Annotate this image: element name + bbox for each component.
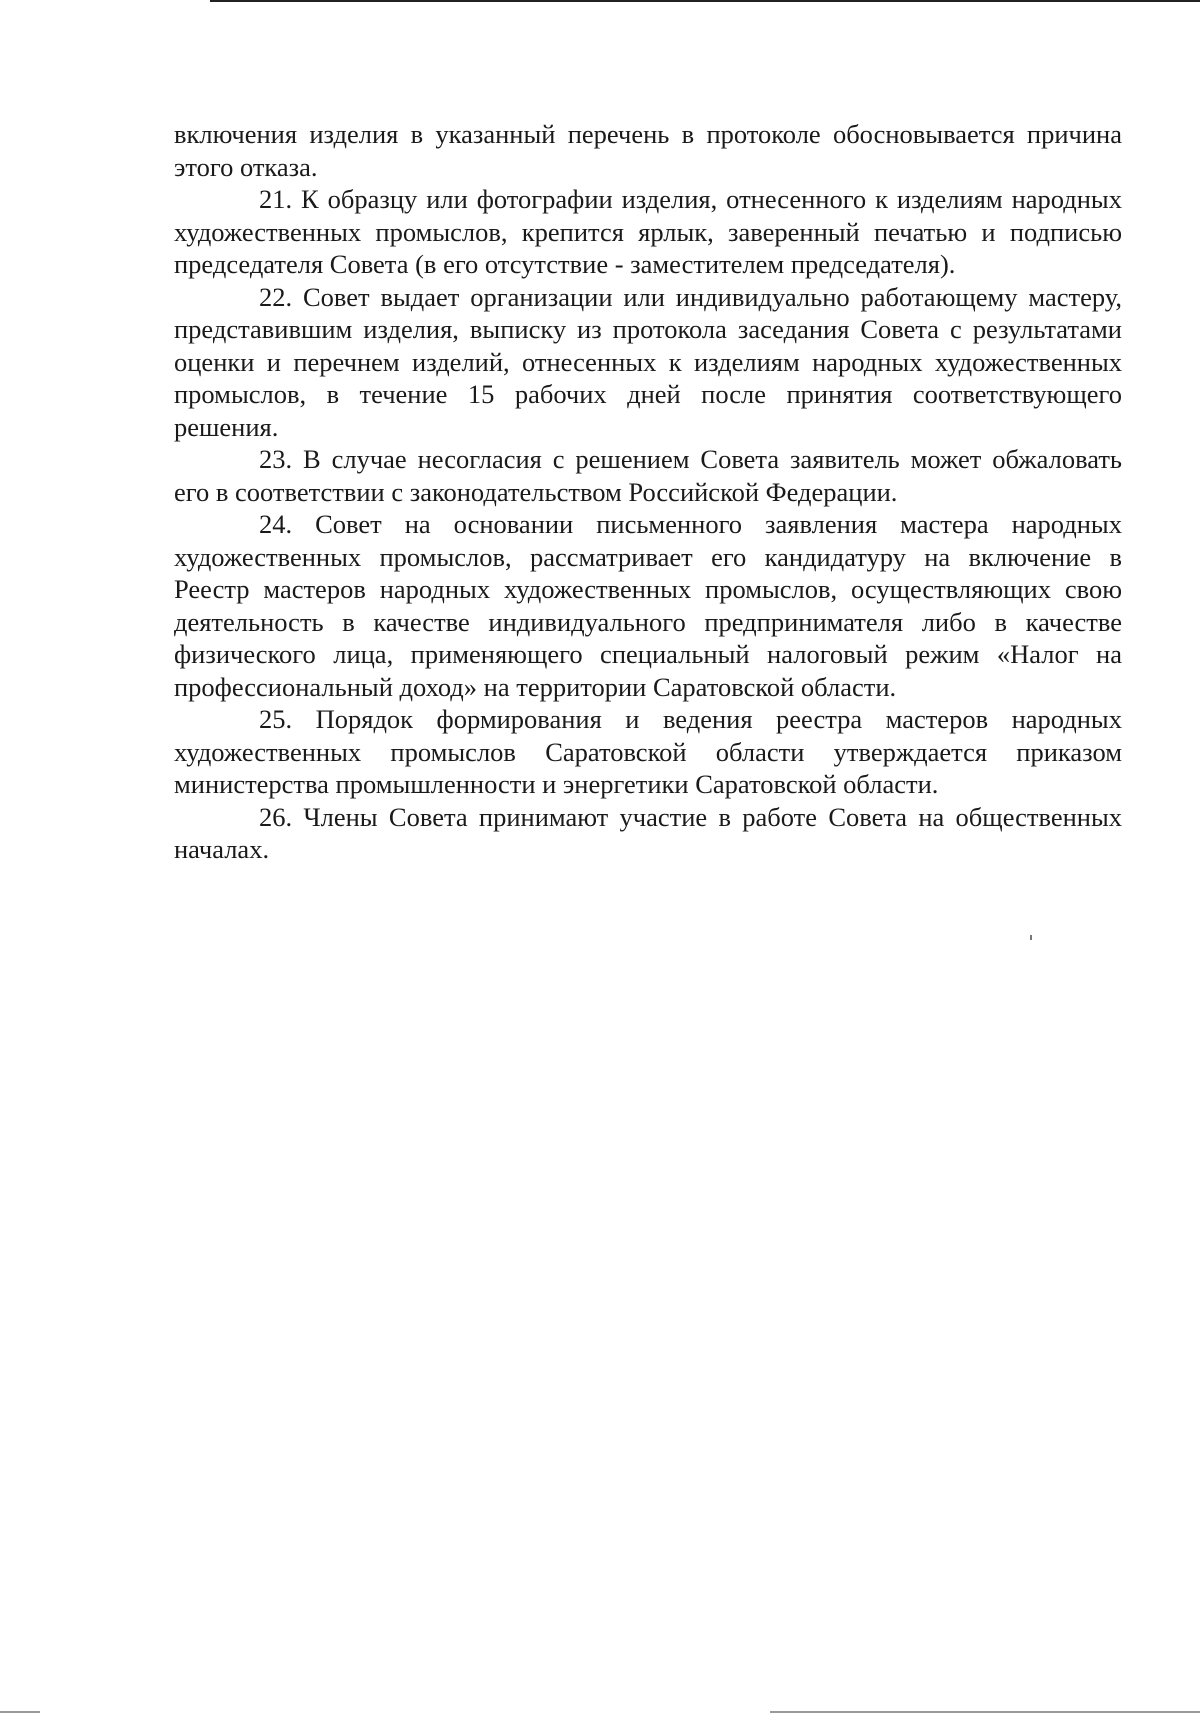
paragraph-25: 25. Порядок формирования и ведения реестра мастеров народных художественных промыслов Саратовской области утверждается приказом министерства промышленности и энергетики Саратовской области. — [174, 704, 1122, 799]
paragraph-21: 21. К образцу или фотографии изделия, отнесенного к изделиям народных художественных промыслов, крепится ярлык, заверенный печатью и подписью председателя Совета (в его отсутствие - заместителем председателя). — [174, 184, 1122, 279]
scan-edge-bottom-left — [0, 1711, 40, 1713]
document-body — [174, 118, 1122, 866]
paragraph-24: 24. Совет на основании письменного заявления мастера народных художественных промыслов, рассматривает его кандидатуру на включение в Реестр мастеров народных художественных промыслов, осуществляющих свою деятельность в качестве индивидуального предпринимателя либо в качестве физического лица, применяющего специальный налоговый режим «Налог на профессиональный доход» на территории Саратовской области. — [174, 509, 1122, 702]
paragraph-26: 26. Члены Совета принимают участие в работе Совета на общественных началах. — [174, 801, 1122, 864]
paragraph-22: 22. Совет выдает организации или индивидуально работающему мастеру, представившим изделия, выписку из протокола заседания Совета с результатами оценки и перечнем изделий, отнесенных к изделиям народных художественных промыслов, в течение 15 рабочих дней после принятия соответствующего решения. — [174, 281, 1122, 442]
paragraph-23: 23. В случае несогласия с решением Совета заявитель может обжаловать его в соответствии с законодательством Российской Федерации. — [174, 444, 1122, 507]
scan-speck — [1030, 935, 1032, 940]
scan-edge-bottom-right — [770, 1711, 1200, 1713]
scan-edge-top — [210, 0, 1200, 2]
paragraph-continuation: включения изделия в указанный перечень в протоколе обосновывается причина этого отказа. — [174, 119, 1122, 182]
